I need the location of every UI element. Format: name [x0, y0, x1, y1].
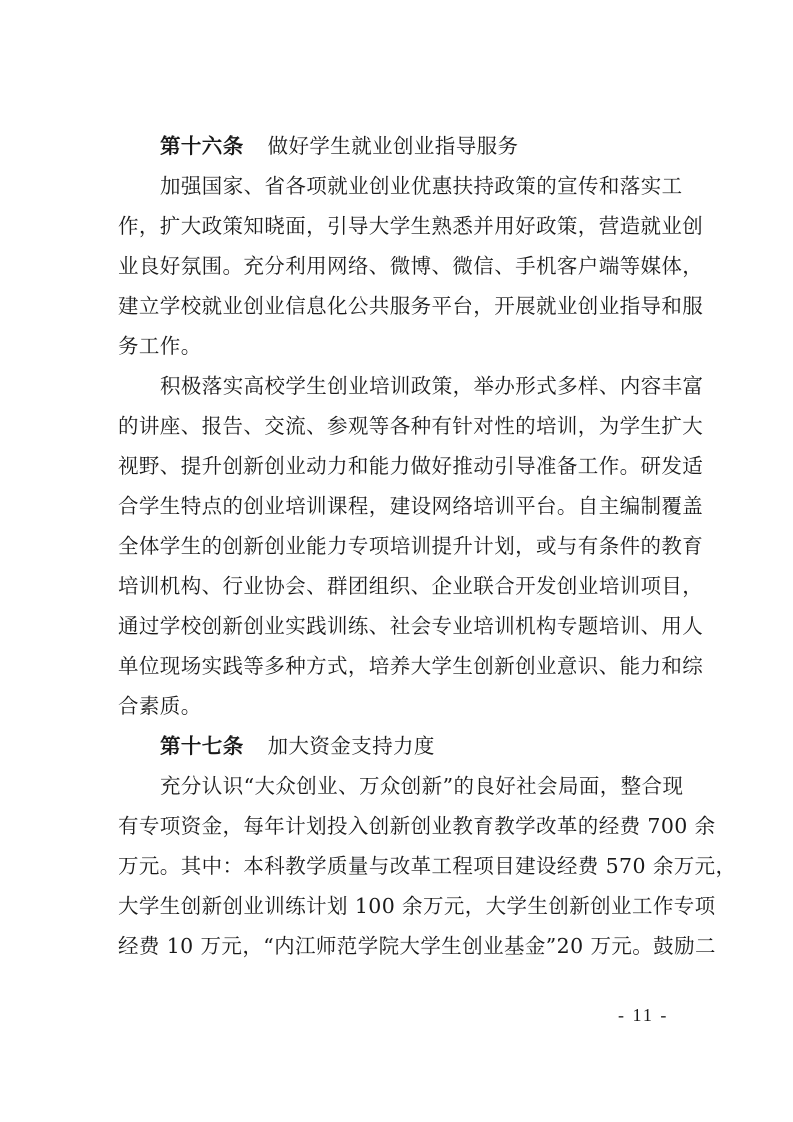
- article-17-label: 第十七条: [160, 734, 244, 758]
- text-line: 务工作。: [118, 334, 202, 358]
- text-line: 通过学校创新创业实践训练、社会专业培训机构专题培训、用人: [118, 614, 704, 638]
- document-body: [118, 126, 737, 966]
- article-17-title: 加大资金支持力度: [267, 734, 435, 758]
- text-line: 充分认识“大众创业、万众创新”的良好社会局面，整合现: [160, 774, 684, 798]
- text-line: 作，扩大政策知晓面，引导大学生熟悉并用好政策，营造就业创: [118, 214, 704, 238]
- text-line: 合素质。: [118, 694, 202, 718]
- article-16-paragraph-2: [118, 366, 708, 726]
- text-line: 合学生特点的创业培训课程，建设网络培训平台。自主编制覆盖: [118, 494, 704, 518]
- text-line: 经费 10 万元，“内江师范学院大学生创业基金”20 万元。鼓励二: [118, 934, 716, 958]
- text-line: 大学生创新创业训练计划 100 余万元，大学生创新创业工作专项: [118, 894, 716, 918]
- text-line: 全体学生的创新创业能力专项培训提升计划，或与有条件的教育: [118, 534, 704, 558]
- text-line: 加强国家、省各项就业创业优惠扶持政策的宣传和落实工: [160, 174, 683, 198]
- text-line: 单位现场实践等多种方式，培养大学生创新创业意识、能力和综: [118, 654, 704, 678]
- text-line: 视野、提升创新创业动力和能力做好推动引导准备工作。研发适: [118, 454, 704, 478]
- text-line: 业良好氛围。充分利用网络、微博、微信、手机客户端等媒体，: [118, 254, 704, 278]
- text-line: 的讲座、报告、交流、参观等各种有针对性的培训，为学生扩大: [118, 414, 704, 438]
- text-line: 积极落实高校学生创业培训政策，举办形式多样、内容丰富: [160, 374, 704, 398]
- article-16-title: 做好学生就业创业指导服务: [267, 134, 519, 158]
- text-line: 建立学校就业创业信息化公共服务平台，开展就业创业指导和服: [118, 294, 704, 318]
- text-line: 培训机构、行业协会、群团组织、企业联合开发创业培训项目，: [118, 574, 704, 598]
- article-17-paragraph-1: [118, 766, 737, 966]
- article-16-label: 第十六条: [160, 134, 244, 158]
- article-17-heading: [118, 726, 708, 766]
- article-16-paragraph-1: [118, 166, 708, 366]
- text-line: 万元。其中：本科教学质量与改革工程项目建设经费 570 余万元，: [118, 854, 737, 878]
- text-line: 有专项资金，每年计划投入创新创业教育教学改革的经费 700 余: [118, 814, 716, 838]
- article-16-heading: [118, 126, 708, 166]
- page-number: - 11 -: [618, 1005, 669, 1025]
